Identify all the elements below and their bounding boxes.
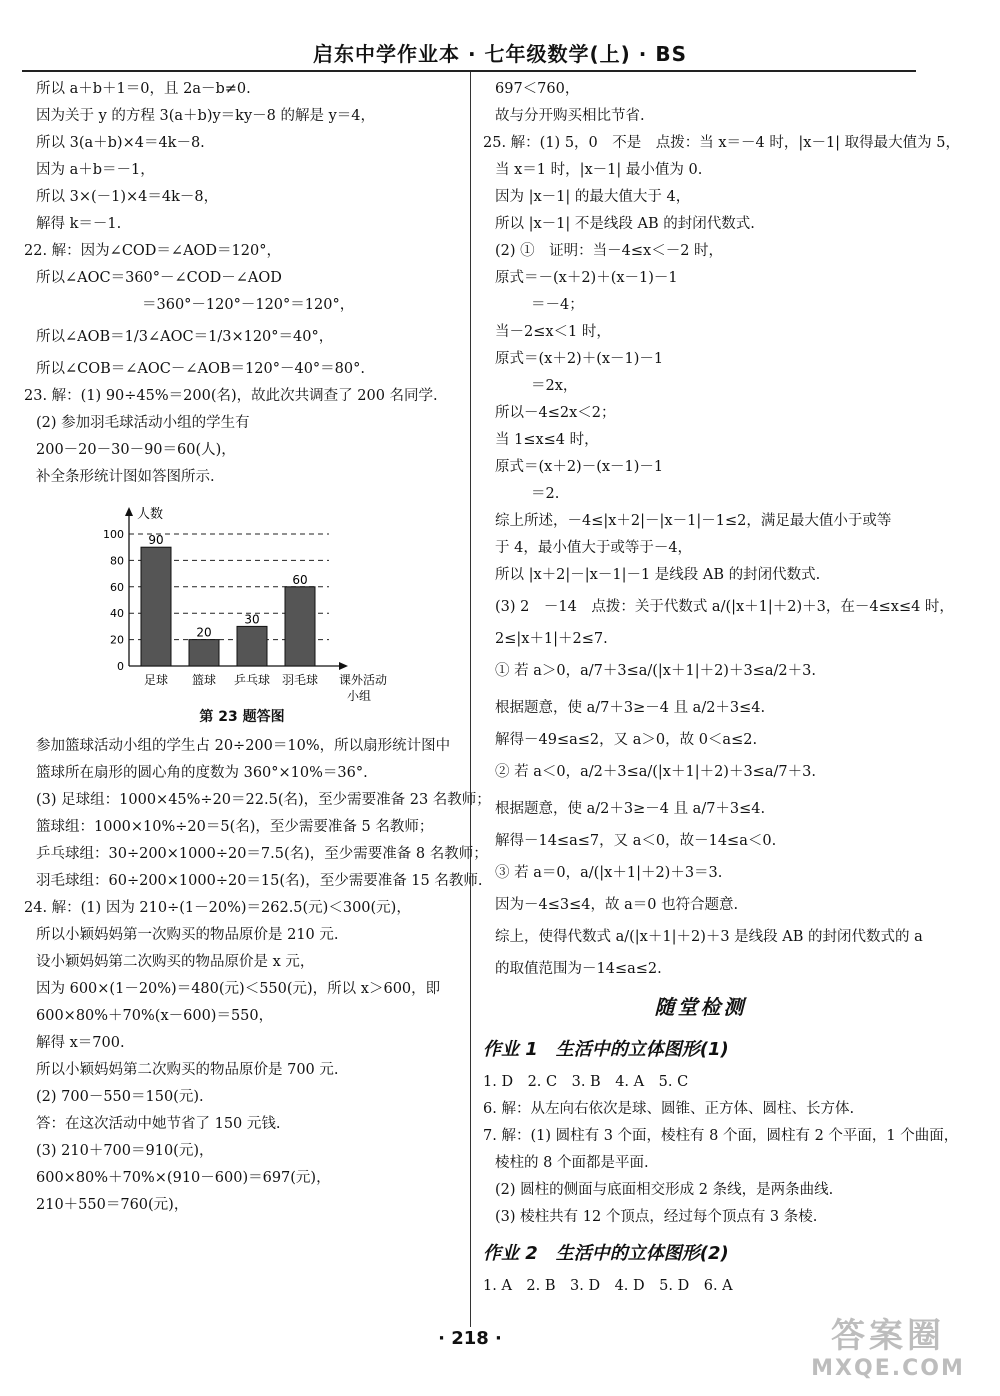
y-axis-arrow <box>125 507 133 516</box>
left-text-block-2 <box>24 733 491 1219</box>
answer-line: 697＜760， <box>495 81 580 97</box>
y-tick-label: 60 <box>110 580 124 594</box>
x-tick-label: 羽毛球 <box>281 673 319 687</box>
left-text-block-1 <box>24 76 460 491</box>
answer-line: 因为关于 y 的方程 3(a＋b)y＝ky－8 的解是 y＝4， <box>36 108 376 124</box>
answer-line: 篮球所在扇形的圆心角的度数为 360°×10%＝36°. <box>36 765 368 781</box>
watermark-url: MXQE.COM <box>811 1356 965 1381</box>
bar <box>189 640 219 666</box>
x-axis-arrow <box>339 662 348 670</box>
answer-line: 所以 |x＋2|－|x－1|－1 是线段 AB 的封闭代数式. <box>495 567 821 583</box>
answer-line: 所以 3×(－1)×4＝4k－8， <box>36 189 219 205</box>
x-tick-label: 乒乓球 <box>233 673 271 687</box>
answer-line: 当 x＝1 时，|x－1| 最小值为 0. <box>495 162 703 178</box>
answer-line: 解得 x＝700. <box>36 1035 125 1051</box>
answer-line: 所以小颖妈妈第二次购买的物品原价是 700 元. <box>36 1062 339 1078</box>
y-tick-label: 100 <box>103 528 124 541</box>
answer-line: ② 若 a＜0，a/2＋3≤a/(|x＋1|＋2)＋3≤a/7＋3. <box>495 764 816 780</box>
answer-line: 解得－14≤a≤7，又 a＜0，故－14≤a＜0. <box>495 833 777 849</box>
bar-chart <box>24 491 460 701</box>
answer-line: ① 若 a＞0，a/7＋3≤a/(|x＋1|＋2)＋3≤a/2＋3. <box>495 663 816 679</box>
answer-line: 所以 |x－1| 不是线段 AB 的封闭代数式. <box>495 216 755 232</box>
answer-line: ＝360°－120°－120°＝120°， <box>142 297 355 313</box>
answer-line: 600×80%＋70%(x－600)＝550， <box>36 1008 274 1024</box>
answer-line: 综上，使得代数式 a/(|x＋1|＋2)＋3 是线段 AB 的封闭代数式的 a <box>495 929 923 945</box>
answer-line: (2) 参加羽毛球活动小组的学生有 <box>36 415 250 431</box>
answer-line: 当 1≤x≤4 时， <box>495 432 599 448</box>
answer-line: 原式＝－(x＋2)＋(x－1)－1 <box>495 270 678 286</box>
answer-line: 答：在这次活动中她节省了 150 元钱. <box>36 1116 281 1132</box>
answer-line: 的取值范围为－14≤a≤2. <box>495 961 662 977</box>
y-tick-label: 0 <box>117 660 124 673</box>
answer-line: 600×80%＋70%×(910－600)＝697(元)， <box>36 1170 331 1186</box>
answer-line: 补全条形统计图如答图所示. <box>36 469 215 485</box>
x-tick-label: 足球 <box>143 673 169 687</box>
data-label: 60 <box>292 572 308 587</box>
answer-line: 根据题意，使 a/2＋3≥－4 且 a/7＋3≤4. <box>495 801 766 817</box>
answer-line: 因为 600×(1－20%)＝480(元)＜550(元)，所以 x＞600，即 <box>36 981 441 997</box>
answer-line: 23. 解：(1) 90÷45%＝200(名)，故此次共调查了 200 名同学. <box>24 388 438 404</box>
answer-line: 因为－4≤3≤4，故 a＝0 也符合题意. <box>495 897 739 913</box>
answer-line: ＝2x， <box>531 378 578 394</box>
bar-chart-svg <box>24 491 388 703</box>
y-tick-label: 40 <box>110 607 124 621</box>
answer-line: 因为 |x－1| 的最大值大于 4， <box>495 189 691 205</box>
answer-line: 210＋550＝760(元)， <box>36 1197 189 1213</box>
answer-line: 所以∠AOC＝360°－∠COD－∠AOD <box>36 270 282 286</box>
answer-line: ＝2. <box>531 486 560 502</box>
bar <box>237 626 267 666</box>
answer-line: ＝－4； <box>531 297 584 313</box>
answer-line: 所以 a＋b＋1＝0，且 2a－b≠0. <box>36 81 251 97</box>
answer-line: 解得 k＝－1. <box>36 216 122 232</box>
answer-line: (2) 圆柱的侧面与底面相交形成 2 条线，是两条曲线. <box>495 1182 834 1198</box>
answer-line: 所以－4≤2x＜2； <box>495 405 616 421</box>
homework-1-answers <box>483 1069 959 1231</box>
watermark-logo <box>788 1316 988 1388</box>
header-rule <box>22 70 916 72</box>
answer-line: (2) 700－550＝150(元). <box>36 1089 204 1105</box>
x-axis-label: 课外活动 <box>339 673 388 687</box>
answer-line: 篮球组：1000×10%÷20＝5(名)，至少需要准备 5 名教师； <box>36 819 434 835</box>
answer-line: 1. A 2. B 3. D 4. D 5. D 6. A <box>483 1278 733 1294</box>
answer-line: 原式＝(x＋2)＋(x－1)－1 <box>495 351 664 367</box>
data-label: 30 <box>244 612 260 627</box>
answer-line: 根据题意，使 a/7＋3≥－4 且 a/2＋3≤4. <box>495 700 766 716</box>
answer-line: 羽毛球组：60÷200×1000÷20＝15(名)，至少需要准备 15 名教师. <box>36 873 483 889</box>
data-label: 90 <box>148 533 164 548</box>
answer-line: 7. 解：(1) 圆柱有 3 个面，棱柱有 8 个面，圆柱有 2 个平面，1 个曲面， <box>483 1128 959 1144</box>
answer-line: 25. 解：(1) 5，0 不是 点拨：当 x＝－4 时，|x－1| 取得最大值为 5， <box>483 135 961 151</box>
column-divider <box>470 72 471 1327</box>
answer-line: (3) 2 －14 点拨：关于代数式 a/(|x＋1|＋2)＋3，在－4≤x≤4 时， <box>495 599 954 615</box>
answer-line: 22. 解：因为∠COD＝∠AOD＝120°， <box>24 243 281 259</box>
answer-line: 设小颖妈妈第二次购买的物品原价是 x 元， <box>36 954 315 970</box>
answer-line: 棱柱的 8 个面都是平面. <box>495 1155 649 1171</box>
page-number: · 218 · <box>438 1328 502 1349</box>
right-text-block <box>483 76 961 983</box>
answer-line: (3) 足球组：1000×45%÷20＝22.5(名)，至少需要准备 23 名教师； <box>36 792 491 808</box>
answer-line: 所以小颖妈妈第一次购买的物品原价是 210 元. <box>36 927 339 943</box>
answer-line: (2) ① 证明：当－4≤x＜－2 时， <box>495 243 724 259</box>
answer-line: ③ 若 a＝0，a/(|x＋1|＋2)＋3＝3. <box>495 865 723 881</box>
answer-line: 故与分开购买相比节省. <box>495 108 645 124</box>
chart-caption: 第 23 题答图 <box>199 709 285 725</box>
answer-line: 当－2≤x＜1 时， <box>495 324 611 340</box>
right-column <box>483 76 961 1300</box>
data-label: 20 <box>196 625 212 640</box>
y-tick-label: 20 <box>110 633 124 647</box>
answer-line: 乒乓球组：30÷200×1000÷20＝7.5(名)，至少需要准备 8 名教师； <box>36 846 488 862</box>
answer-line: 原式＝(x＋2)－(x－1)－1 <box>495 459 664 475</box>
answer-line: 因为 a＋b＝－1， <box>36 162 155 178</box>
section-title: 随堂检测 <box>654 995 747 1019</box>
left-column <box>24 76 491 1219</box>
bar <box>285 587 315 666</box>
answer-line: 于 4，最小值大于或等于－4， <box>495 540 693 556</box>
watermark-title: 答案圈 <box>831 1316 945 1356</box>
answer-line: 参加篮球活动小组的学生占 20÷200＝10%，所以扇形统计图中 <box>36 738 451 754</box>
bar <box>141 547 171 666</box>
answer-line: 24. 解：(1) 因为 210÷(1－20%)＝262.5(元)＜300(元)， <box>24 900 411 916</box>
y-axis-label: 人数 <box>137 507 164 522</box>
answer-line: 200－20－30－90＝60(人)， <box>36 442 236 458</box>
homework-2-title: 作业 2 生活中的立体图形(2) <box>483 1243 729 1264</box>
x-axis-label: 小组 <box>347 689 372 703</box>
answer-line: 综上所述，－4≤|x＋2|－|x－1|－1≤2，满足最大值小于或等 <box>495 513 892 529</box>
answer-line: 2≤|x＋1|＋2≤7. <box>495 631 608 647</box>
homework-2-answers <box>483 1273 918 1300</box>
answer-line: 6. 解：从左向右依次是球、圆锥、正方体、圆柱、长方体. <box>483 1101 855 1117</box>
y-tick-label: 80 <box>110 554 124 568</box>
answer-line: 1. D 2. C 3. B 4. A 5. C <box>483 1074 689 1090</box>
x-tick-label: 篮球 <box>191 673 217 687</box>
answer-line: 解得－49≤a≤2，又 a＞0，故 0＜a≤2. <box>495 732 758 748</box>
answer-line: (3) 210＋700＝910(元)， <box>36 1143 214 1159</box>
page-header: 启东中学作业本 · 七年级数学(上) · BS <box>313 42 687 66</box>
homework-1-title: 作业 1 生活中的立体图形(1) <box>483 1039 729 1060</box>
answer-line: 所以 3(a＋b)×4＝4k－8. <box>36 135 205 151</box>
answer-line: 所以∠COB＝∠AOC－∠AOB＝120°－40°＝80°. <box>36 361 365 377</box>
answer-line: (3) 棱柱共有 12 个顶点，经过每个顶点有 3 条棱. <box>495 1209 818 1225</box>
answer-line: 所以∠AOB＝1/3∠AOC＝1/3×120°＝40°， <box>36 329 334 345</box>
